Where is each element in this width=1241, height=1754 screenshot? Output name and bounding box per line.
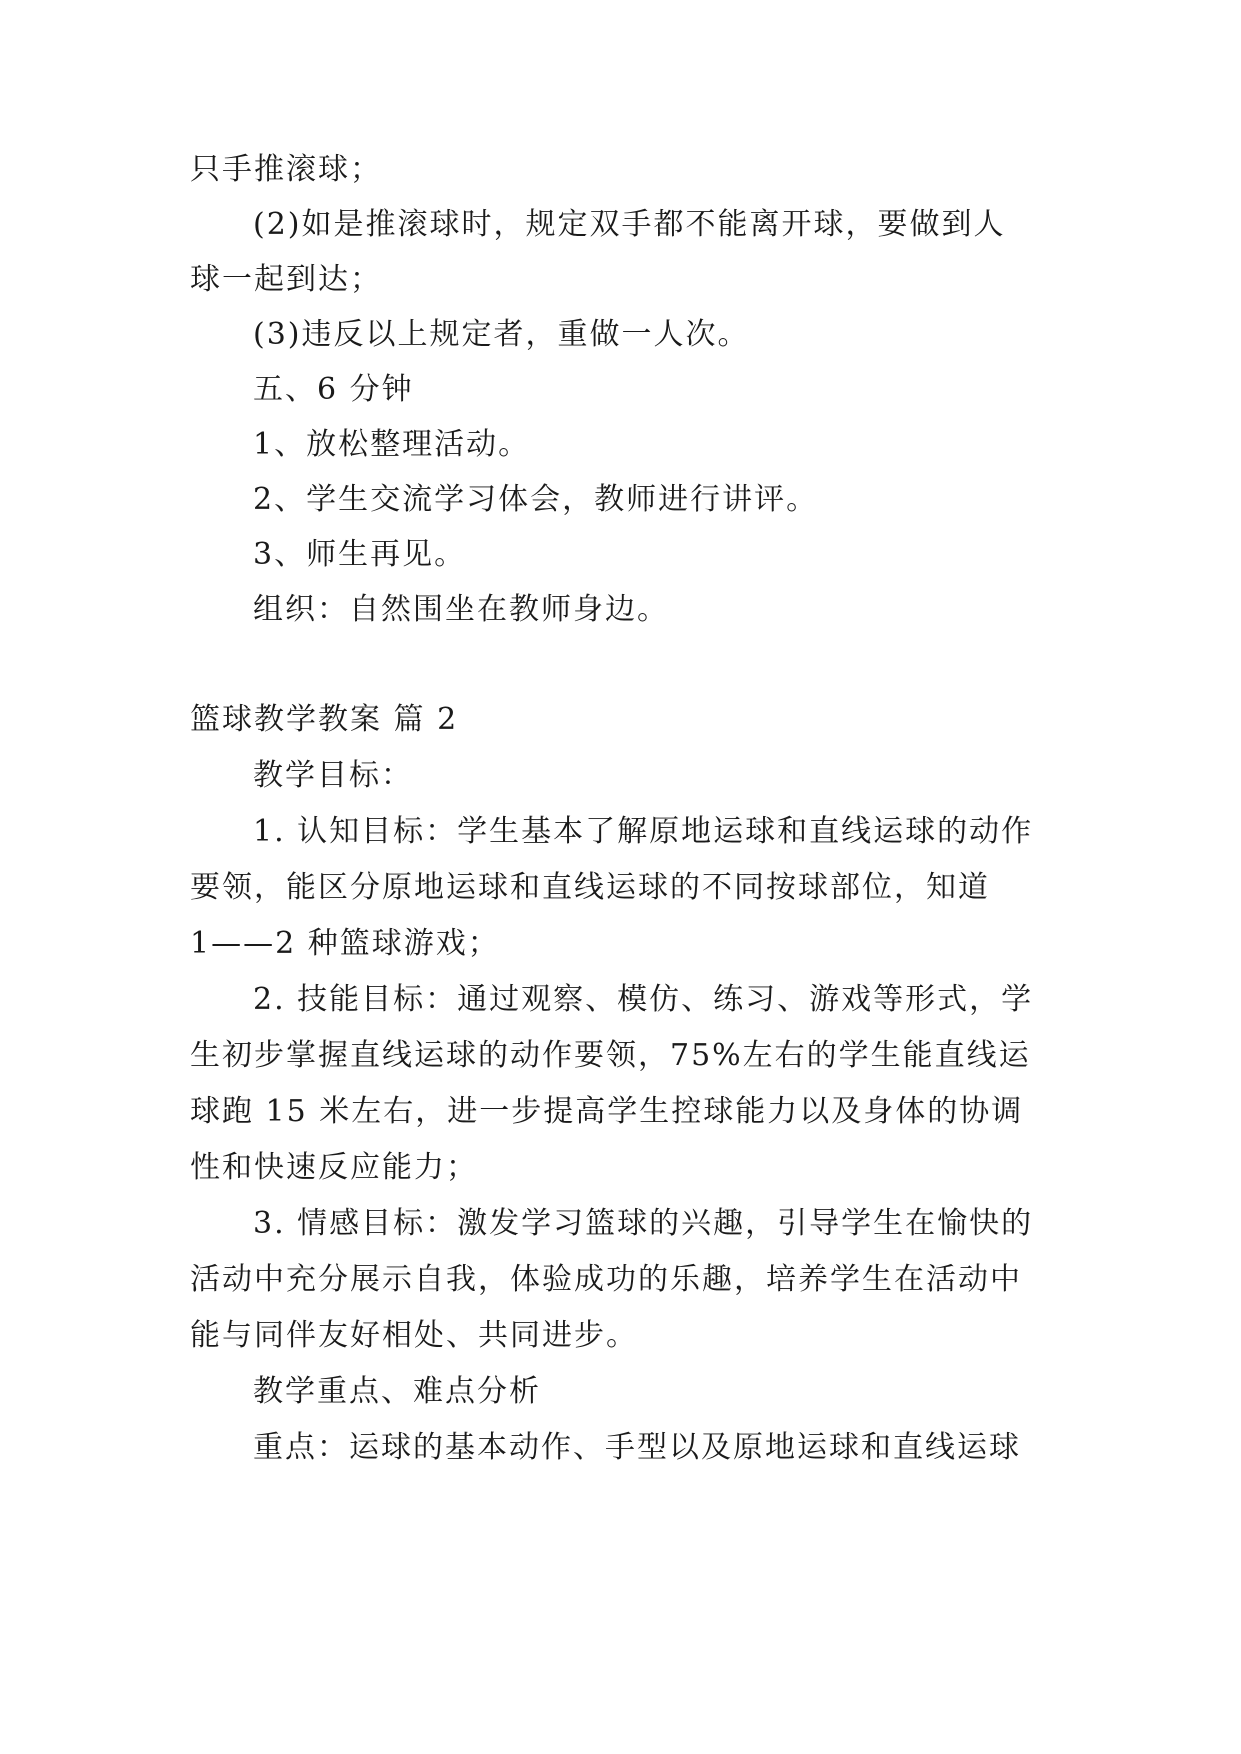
text-line: 1——2 种篮球游戏； (190, 926, 500, 961)
text-line: 重点：运球的基本动作、手型以及原地运球和直线运球 (253, 1430, 1021, 1465)
text-line: 性和快速反应能力； (190, 1150, 478, 1185)
text-line: 1. 认知目标：学生基本了解原地运球和直线运球的动作 (253, 814, 1034, 849)
text-line: 组织：自然围坐在教师身边。 (253, 592, 669, 627)
text-line: 要领，能区分原地运球和直线运球的不同按球部位，知道 (190, 870, 990, 905)
text-line: 2. 技能目标：通过观察、模仿、练习、游戏等形式，学 (253, 982, 1034, 1017)
text-line: 生初步掌握直线运球的动作要领，75%左右的学生能直线运 (190, 1038, 1031, 1073)
list-item: 1、放松整理活动。 (253, 427, 531, 462)
text-line: 只手推滚球； (190, 152, 382, 187)
text-line: 活动中充分展示自我，体验成功的乐趣，培养学生在活动中 (190, 1262, 1022, 1297)
section-heading: 五、6 分钟 (253, 372, 414, 407)
section-heading: 教学重点、难点分析 (253, 1374, 541, 1409)
text-line: 能与同伴友好相处、共同进步。 (190, 1318, 638, 1353)
text-line: (3)违反以上规定者，重做一人次。 (253, 317, 750, 352)
list-item: 2、学生交流学习体会，教师进行讲评。 (253, 482, 819, 517)
list-item: 3、师生再见。 (253, 537, 467, 572)
document-title: 篮球教学教案 篇 2 (190, 702, 459, 737)
text-line: 球跑 15 米左右，进一步提高学生控球能力以及身体的协调 (190, 1094, 1024, 1129)
text-line: 3. 情感目标：激发学习篮球的兴趣，引导学生在愉快的 (253, 1206, 1034, 1241)
text-line: (2)如是推滚球时，规定双手都不能离开球，要做到人 (253, 207, 1006, 242)
section-heading: 教学目标： (253, 758, 413, 793)
text-line: 球一起到达； (190, 262, 382, 297)
